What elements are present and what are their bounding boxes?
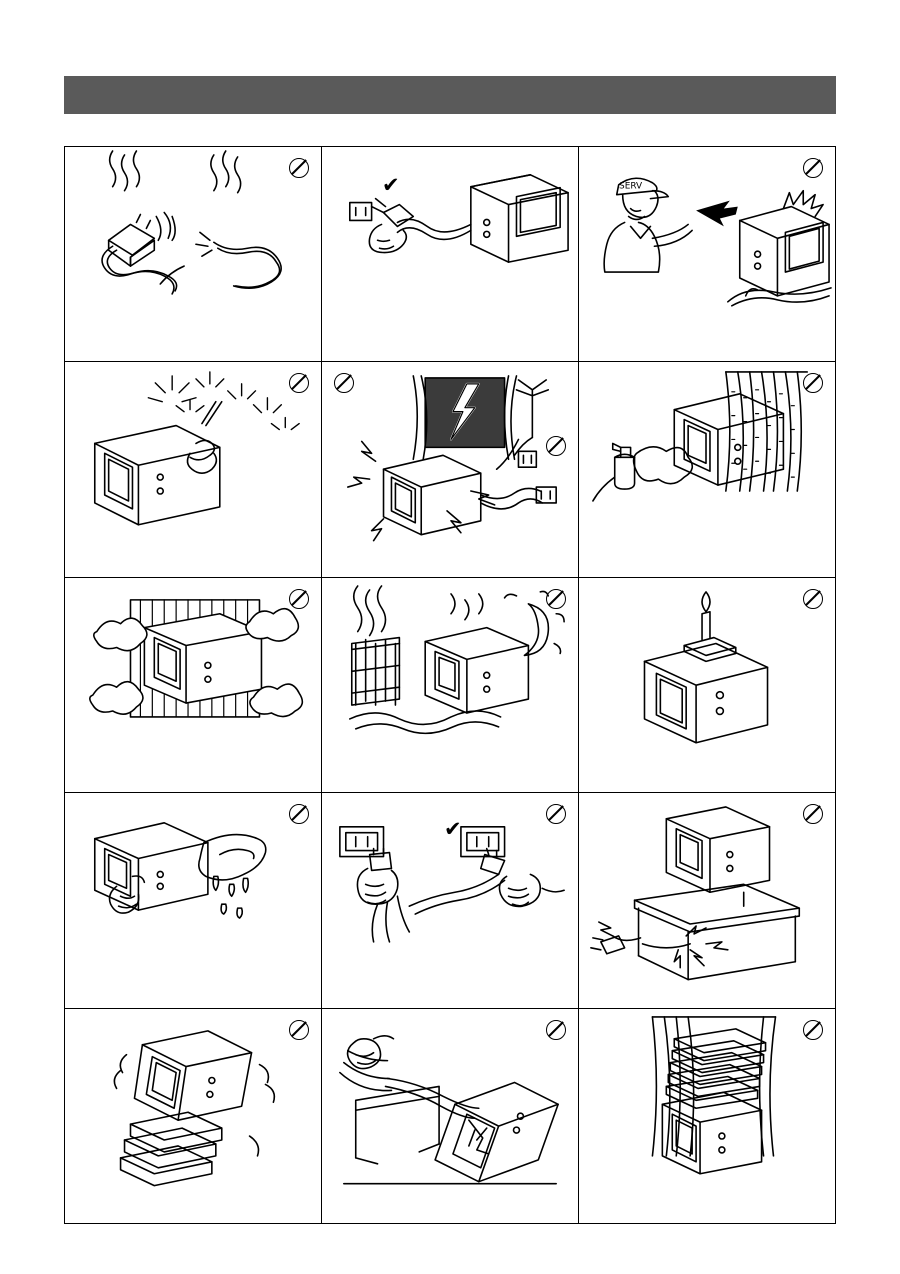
cell-no-heat-or-sunlight xyxy=(322,578,579,793)
section-header-bar xyxy=(64,76,836,114)
cell-no-pinched-cord xyxy=(579,793,836,1008)
cell-no-user-servicing xyxy=(579,147,836,362)
prohibition-icon xyxy=(289,589,309,609)
cell-unplug-by-plug xyxy=(322,147,579,362)
prohibition-icon xyxy=(803,1020,823,1040)
cell-damaged-power-cord xyxy=(65,147,322,362)
cell-no-pulling-cord-tipping xyxy=(322,1009,579,1224)
cell-no-stacking-objects xyxy=(579,1009,836,1224)
cell-no-wet-cloth-cleaning xyxy=(65,793,322,1008)
check-mark-icon: ✔ xyxy=(444,817,462,842)
technician-cap-label: SERV xyxy=(619,181,643,192)
prohibition-icon xyxy=(546,1020,566,1040)
cell-no-unstable-stand xyxy=(65,1009,322,1224)
check-mark-icon: ✔ xyxy=(382,173,400,197)
cell-no-aerosol-near-set xyxy=(579,362,836,577)
cell-grip-plug-not-cord xyxy=(322,793,579,1008)
cell-no-blocking-ventilation xyxy=(65,578,322,793)
cell-unplug-during-lightning xyxy=(322,362,579,577)
prohibition-icon xyxy=(803,158,823,178)
prohibition-icon xyxy=(803,589,823,609)
prohibition-icon xyxy=(289,1020,309,1040)
safety-illustration-grid xyxy=(64,146,836,1224)
cell-no-open-flame-on-set xyxy=(579,578,836,793)
prohibition-icon xyxy=(546,589,566,609)
cell-no-sparks-from-set xyxy=(65,362,322,577)
prohibition-icon xyxy=(289,158,309,178)
